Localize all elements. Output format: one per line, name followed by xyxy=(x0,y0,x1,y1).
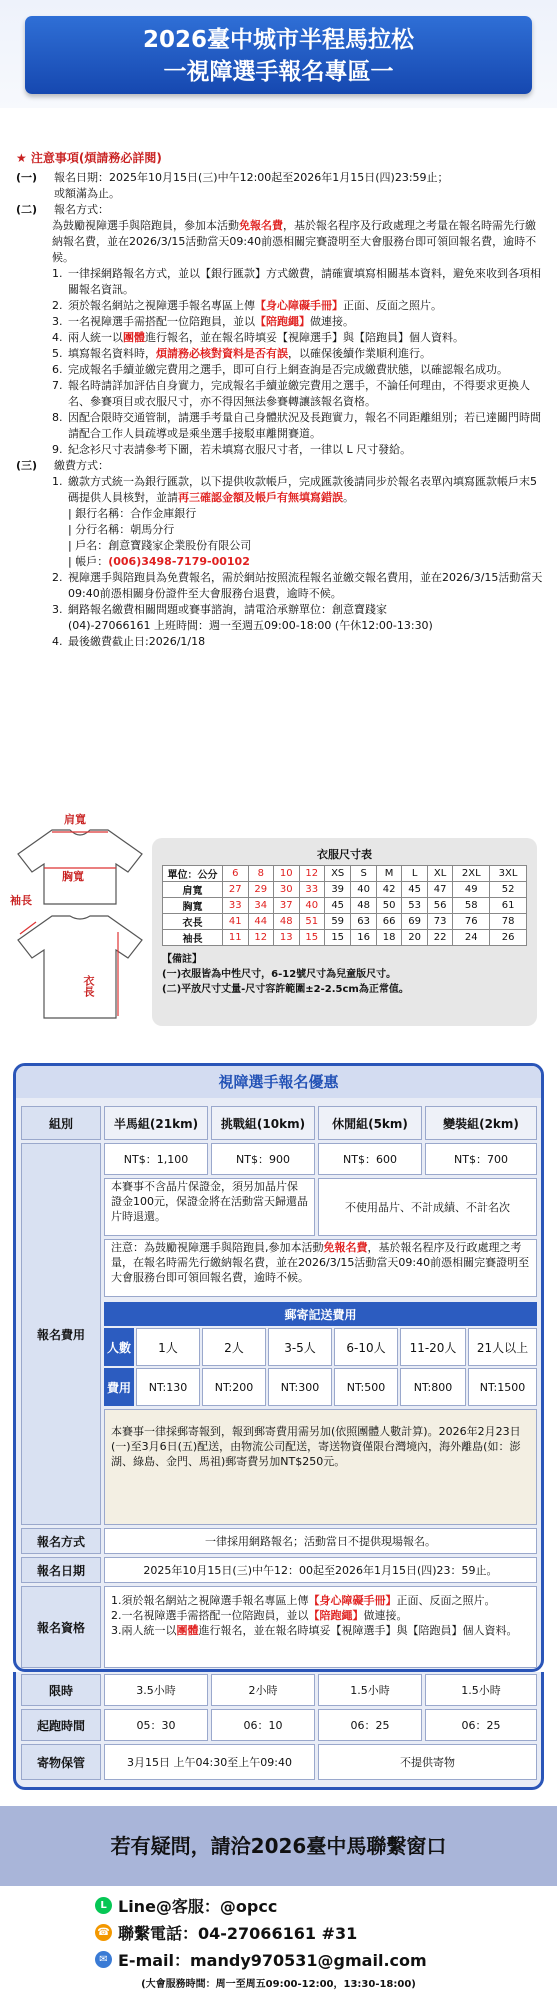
s3-item-2: 2. 視障選手與陪跑員為免費報名，需於網站按照流程報名並繳交報名費用，並在2026/3/15活動當天09:40前憑相關身份證件至大會服務台退費，逾時不候。 xyxy=(52,571,543,600)
group-half: 半馬組(21km) xyxy=(104,1106,208,1140)
size-chart-card xyxy=(152,838,537,1026)
contact-line[interactable] xyxy=(95,1894,277,1917)
size-notes: 【備註】 (一)衣服皆為中性尺寸，6-12號尺寸為兒童版尺寸。 (二)平放尺寸丈量-尺寸容許範圍±2-2.5cm為正常值。 xyxy=(162,954,409,995)
s2-item-3: 3. 一名視障選手需搭配一位陪跑員，並以【陪跑繩】做連接。 xyxy=(52,315,354,328)
limit-label: 限時 xyxy=(21,1674,101,1706)
tshirt-back-icon xyxy=(12,912,147,1022)
date-label: 報名日期 xyxy=(21,1557,101,1583)
qual-value: 1.須於報名網站之視障選手報名專區上傳【身心障礙手冊】正面、反面之照片。 2.一名視障選手需搭配一位陪跑員，並以【陪跑繩】做連接。 3.兩人統一以團體進行報名，並在報名時填妥【視障選手】與【陪跑員】個人資料。 xyxy=(104,1586,537,1668)
email-icon: ✉ xyxy=(95,1951,112,1968)
s2-item-7: 7. 報名時請詳加評估自身實力，完成報名手續並繳完費用之選手，不論任何理由，不得要求更換人名、參賽項目或衣服尺寸，亦不得因無法參賽轉讓該報名資格。 xyxy=(52,379,530,408)
size-header-row: 單位：公分 6 8 10 12 XS S M L XL 2XL 3XL xyxy=(163,866,527,882)
size-row-sleeve: 袖長 11 12 13 15 15 16 18 20 22 24 26 xyxy=(163,930,527,946)
faq-banner: 若有疑問，請洽2026臺中馬聯繫窗口 xyxy=(0,1806,557,1886)
limit-2k: 1.5小時 xyxy=(425,1674,537,1706)
offer-panel-lower xyxy=(13,1672,544,1790)
fee-2k: NT$：700 xyxy=(425,1143,537,1175)
start-label: 起跑時間 xyxy=(21,1709,101,1741)
s2-label: (二) xyxy=(16,203,38,216)
post-fee-label: 費用 xyxy=(104,1368,134,1406)
post-fee-5: NT:800 xyxy=(400,1368,466,1406)
s2-item-4: 4. 兩人統一以團體進行報名，並在報名時填妥【視障選手】與【陪跑員】個人資料。 xyxy=(52,331,464,344)
chest-label: 胸寬 xyxy=(62,870,84,883)
phone-icon: ☎ xyxy=(95,1924,112,1941)
s3-title: 繳費方式： xyxy=(54,459,109,472)
post-people-6: 21人以上 xyxy=(468,1328,537,1366)
post-title: 郵寄記送費用 xyxy=(104,1302,537,1326)
limit-5k: 1.5小時 xyxy=(318,1674,422,1706)
start-2k: 06：25 xyxy=(425,1709,537,1741)
s3-label: (三) xyxy=(16,459,38,472)
offer-panel xyxy=(13,1063,544,1672)
fee-5k: NT$：600 xyxy=(318,1143,422,1175)
s2-item-9: 9. 紀念衫尺寸表請參考下圖，若未填寫衣服尺寸者，一律以 L 尺寸發給。 xyxy=(52,443,412,456)
group-10k: 挑戰組(10km) xyxy=(211,1106,315,1140)
sleeve-label: 袖長 xyxy=(10,894,32,907)
bag-label: 寄物保管 xyxy=(21,1744,101,1780)
limit-half: 3.5小時 xyxy=(104,1674,208,1706)
group-label: 組別 xyxy=(21,1106,101,1140)
branch-name: | 分行名稱：朝馬分行 xyxy=(68,523,175,536)
post-people-5: 11-20人 xyxy=(400,1328,466,1366)
bag-value-1: 3月15日 上午04:30至上午09:40 xyxy=(104,1744,315,1780)
qual-label: 報名資格 xyxy=(21,1586,101,1668)
group-2k: 變裝組(2km) xyxy=(425,1106,537,1140)
date-value: 2025年10月15日(三)中午12：00起至2026年1月15日(四)23：59止。 xyxy=(104,1557,537,1583)
shoulder-label: 肩寬 xyxy=(64,813,86,826)
fee-half: NT$：1,100 xyxy=(104,1143,208,1175)
post-people-4: 6-10人 xyxy=(334,1328,398,1366)
contact-phone[interactable] xyxy=(95,1921,357,1944)
post-note: 本賽事一律採郵寄報到，報到郵寄費用需另加(依照團體人數計算)。2026年2月23日(一)至3月6日(五)配送，由物流公司配送，寄送物資僅限台灣境內，海外離島(如：澎湖、綠島、金門、馬祖)郵寄費另加NT$250元。 xyxy=(104,1409,537,1525)
post-people-label: 人數 xyxy=(104,1328,134,1366)
notice-s1 xyxy=(16,170,546,202)
start-5k: 06：25 xyxy=(318,1709,422,1741)
bank-name: | 銀行名稱：合作金庫銀行 xyxy=(68,507,197,520)
length-label: 衣長 xyxy=(82,975,95,997)
s1-text: 報名日期：2025年10月15日(三)中午12:00起至2026年1月15日(四)23:59止； xyxy=(54,171,449,184)
post-fee-1: NT:130 xyxy=(136,1368,200,1406)
title-line-1: 2026臺中城市半程馬拉松 xyxy=(142,27,414,53)
s2-item-5: 5. 填寫報名資料時，煩請務必核對資料是否有誤，以確保後續作業順利進行。 xyxy=(52,347,431,360)
account-owner: | 戶名：創意寶踐家企業股份有限公司 xyxy=(68,539,252,552)
method-label: 報名方式 xyxy=(21,1528,101,1554)
bag-value-2: 不提供寄物 xyxy=(318,1744,537,1780)
start-10k: 06：10 xyxy=(211,1709,315,1741)
line-text: Line@客服：@opcc xyxy=(118,1897,278,1916)
post-people-1: 1人 xyxy=(136,1328,200,1366)
size-table xyxy=(162,865,527,946)
size-row-chest: 胸寬 33 34 37 40 45 48 50 53 56 58 61 xyxy=(163,898,527,914)
size-row-length: 衣長 41 44 48 51 59 63 66 69 73 76 78 xyxy=(163,914,527,930)
size-chart-title: 衣服尺寸表 xyxy=(317,848,372,861)
tshirt-front-icon xyxy=(12,826,147,906)
contact-email[interactable] xyxy=(95,1948,427,1971)
s3-item-1: 1. 繳款方式統一為銀行匯款，以下提供收款帳戶，完成匯款後請同步於報名表單內填寫匯款帳戶末5碼提供人員核對，並請再三確認金額及帳戶有無填寫錯誤。 xyxy=(52,475,537,504)
account-number: | 帳戶：(006)3498-7179-00102 xyxy=(68,555,250,568)
fee-notice: 注意：為鼓勵視障選手與陪跑員,參加本活動免報名費，基於報名程序及行政處理之考量，在報名時需先行繳納報名費，並在2026/3/15活動當天09:40前憑相關完賽證明至大會服務台即可領回報名費，逾時不候。 xyxy=(104,1239,537,1297)
s2-item-8: 8. 因配合限時交通管制，請選手考量自己身體狀況及長跑實力，報名不同距離組別；若已達關門時間請配合工作人員疏導或是乘坐選手接駁車離開賽道。 xyxy=(52,411,541,440)
post-people-3: 3-5人 xyxy=(268,1328,332,1366)
contact-section xyxy=(0,1886,557,1998)
post-fee-4: NT:500 xyxy=(334,1368,398,1406)
s1-text2: 或額滿為止。 xyxy=(54,187,120,200)
title-band xyxy=(0,0,557,108)
limit-10k: 2小時 xyxy=(211,1674,315,1706)
s1-label: (一) xyxy=(16,171,38,184)
service-hours: (大會服務時間：周一至周五09:00-12:00，13:30-18:00) xyxy=(141,1979,416,1990)
page-title xyxy=(25,16,532,94)
notice-s2 xyxy=(16,202,546,218)
method-value: 一律採用網路報名；活動當日不提供現場報名。 xyxy=(104,1528,537,1554)
offer-title: 視障選手報名優惠 xyxy=(16,1066,541,1098)
chip-note: 本賽事不含晶片保證金，須另加晶片保證金100元，保證金將在活動當天歸還晶片時退還。 xyxy=(104,1178,315,1236)
group-5k: 休閒組(5km) xyxy=(318,1106,422,1140)
s3-item-3: 3. 網路報名繳費相關問題或賽事諮詢，請電洽承辦單位：創意寶踐家 (04)-27066161 上班時間：週一至週五09:00-18:00 (午休12:00-13:30) xyxy=(52,603,433,632)
no-chip-note: 不使用晶片、不計成績、不計名次 xyxy=(318,1178,537,1236)
notice-head: ★ 注意事項(煩請務必詳閱) xyxy=(16,151,162,165)
s2-item-2: 2. 須於報名網站之視障選手報名專區上傳【身心障礙手冊】正面、反面之照片。 xyxy=(52,299,442,312)
title-line-2: 一視障選手報名專區一 xyxy=(163,59,394,85)
s3-item-4: 4. 最後繳費截止日:2026/1/18 xyxy=(52,635,206,648)
post-people-2: 2人 xyxy=(202,1328,266,1366)
s2-item-6: 6. 完成報名手續並繳完費用之選手，即可自行上網查詢是否完成繳費狀態，以確認報名成功。 xyxy=(52,363,508,376)
post-fee-3: NT:300 xyxy=(268,1368,332,1406)
start-half: 05：30 xyxy=(104,1709,208,1741)
phone-text: 聯繫電話：04-27066161 #31 xyxy=(118,1924,358,1943)
size-row-shoulder: 肩寬 27 29 30 33 39 40 42 45 47 49 52 xyxy=(163,882,527,898)
s2-title: 報名方式： xyxy=(54,203,109,216)
email-text: E-mail：mandy970531@gmail.com xyxy=(118,1951,427,1970)
line-icon: L xyxy=(95,1897,112,1914)
post-fee-6: NT:1500 xyxy=(468,1368,537,1406)
notice-s3 xyxy=(16,458,546,474)
post-fee-2: NT:200 xyxy=(202,1368,266,1406)
notice-section xyxy=(16,150,546,650)
fee-label: 報名費用 xyxy=(21,1143,101,1525)
s2-intro: 為鼓勵視障選手與陪跑員，參加本活動免報名費，基於報名程序及行政處理之考量在報名時需先行繳納報名費，並在2026/3/15活動當天09:40前憑相關完賽證明至大會服務台即可領回報名費，逾時不候。 xyxy=(52,219,537,264)
fee-10k: NT$：900 xyxy=(211,1143,315,1175)
s2-item-1: 1. 一律採網路報名方式，並以【銀行匯款】方式繳費，請確實填寫相關基本資料，避免來收到各項相關報名資訊。 xyxy=(52,267,541,296)
